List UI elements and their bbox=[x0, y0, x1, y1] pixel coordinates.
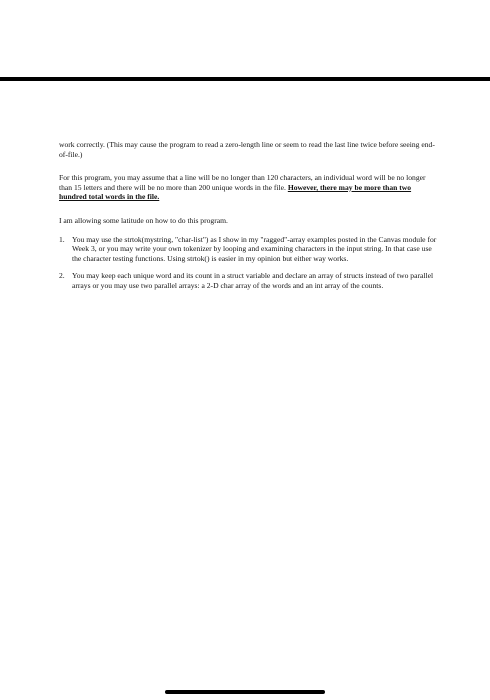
list-item bbox=[59, 271, 437, 290]
list-item-text: You may use the strtok(mystring, "char-list") as I show in my "ragged"-array examples posted in the Canvas module for Week 3, or you may write your own tokenizer by looping and examining characters in the input string. In that case use the character testing functions. Using strtok() is easier in my opinion but either way works. bbox=[72, 234, 437, 263]
assumptions-emphasis: However, there may be more than two hundred total words in the file. bbox=[59, 182, 412, 202]
document-body bbox=[59, 140, 437, 299]
paragraph-continuation: work correctly. (This may cause the program to read a zero-length line or seem to read the last line twice before seeing end-of-file.) bbox=[59, 140, 435, 159]
paragraph-assumptions bbox=[59, 173, 437, 202]
list-item-number: 2. bbox=[59, 271, 65, 281]
paragraph-latitude: I am allowing some latitude on how to do this program. bbox=[59, 215, 228, 225]
top-divider bbox=[0, 77, 490, 81]
home-indicator[interactable] bbox=[165, 690, 325, 694]
list-item-number: 1. bbox=[59, 234, 65, 244]
list-item bbox=[59, 235, 437, 264]
assumptions-text: For this program, you may assume that a line will be no longer than 120 characters, an individual word will be no longer than 15 letters and there will be no more than 200 unique words in the file. bbox=[59, 173, 426, 192]
list-item-text: You may keep each unique word and its count in a struct variable and declare an array of structs instead of two parallel arrays or you may use two parallel arrays: a 2-D char array of the words and an int array of the counts. bbox=[72, 271, 434, 290]
options-list bbox=[59, 235, 437, 291]
